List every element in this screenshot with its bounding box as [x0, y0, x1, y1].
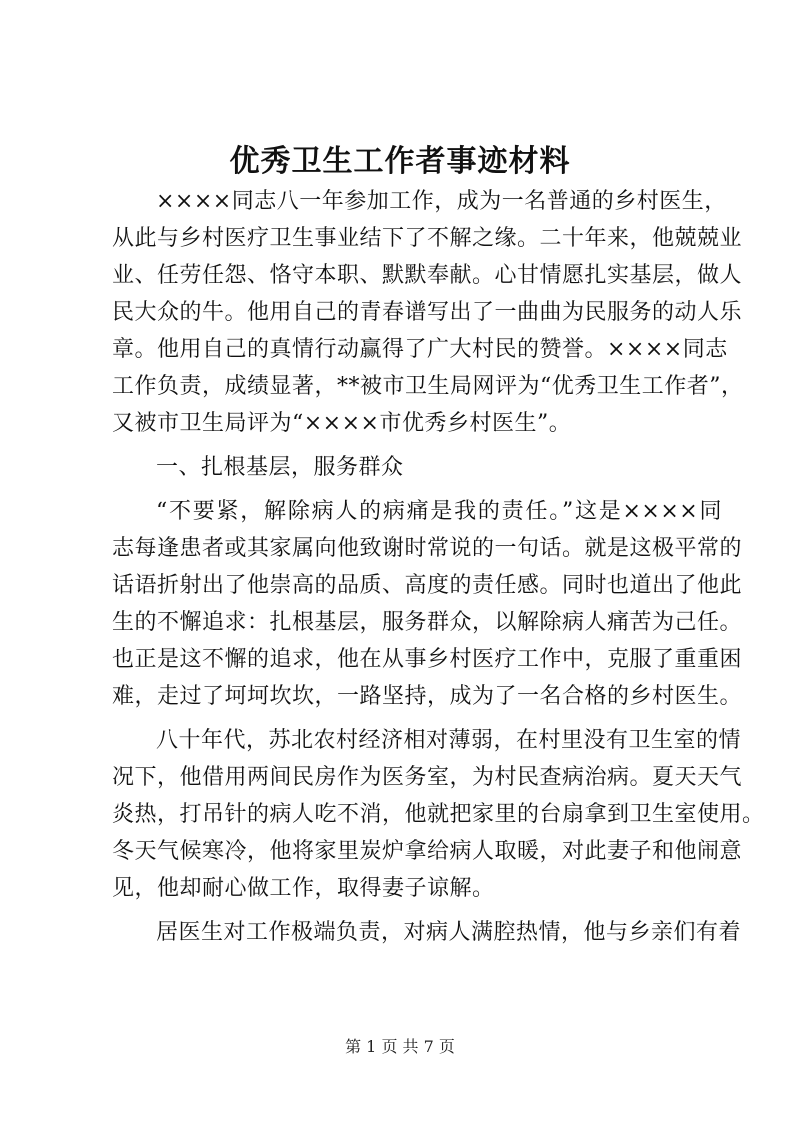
text-line: 八十年代，苏北农村经济相对薄弱，在村里没有卫生室的情 [156, 728, 742, 753]
text-line: 话语折射出了他崇高的品质、高度的责任感。同时也道出了他此 [112, 573, 743, 598]
paragraph-spacer [112, 907, 722, 914]
document-body [112, 183, 765, 951]
paragraph-intro [112, 183, 744, 442]
text-line: 章。他用自己的真情行动赢得了广大村民的赞誉。××××同志 [112, 337, 728, 362]
text-line: 居医生对工作极端负责，对病人满腔热情，他与乡亲们有着 [156, 920, 742, 945]
text-line: 业、任劳任怨、恪守本职、默默奉献。心甘情愿扎实基层，做人 [112, 263, 743, 288]
document-title: 优秀卫生工作者事迹材料 [229, 144, 571, 179]
paragraph-eighties [112, 722, 765, 907]
paragraph-spacer [112, 486, 722, 493]
text-line: 也正是这不懈的追求，他在从事乡村医疗工作中，克服了重重困 [112, 647, 743, 672]
paragraph-continuation [112, 914, 742, 951]
text-line: 生的不懈追求：扎根基层，服务群众，以解除病人痛苦为己任。 [112, 610, 743, 635]
section-heading [112, 449, 722, 486]
text-line: 见，他却耐心做工作，取得妻子谅解。 [112, 876, 495, 901]
text-line: 难，走过了坷坷坎坎，一路坚持，成为了一名合格的乡村医生。 [112, 684, 743, 709]
text-line: 冬天气候寒冷，他将家里炭炉拿给病人取暖，对此妻子和他闹意 [112, 839, 743, 864]
text-line: 又被市卫生局评为“××××市优秀乡村医生”。 [112, 411, 572, 436]
paragraph-quote [112, 493, 743, 715]
text-line: 民大众的牛。他用自己的青春谱写出了一曲曲为民服务的动人乐 [112, 300, 743, 325]
text-line: 况下，他借用两间民房作为医务室，为村民查病治病。夏天天气 [112, 765, 743, 790]
page-footer: 第 1 页 共 7 页 [345, 1037, 455, 1056]
text-line: 炎热，打吊针的病人吃不消，他就把家里的台扇拿到卫生室使用。 [112, 802, 765, 827]
paragraph-spacer [112, 715, 722, 722]
section-heading-text: 一、扎根基层，服务群众 [156, 455, 404, 480]
text-line: 志每逢患者或其家属向他致谢时常说的一句话。就是这极平常的 [112, 536, 743, 561]
text-line: “不要紧，解除病人的病痛是我的责任。”这是××××同 [156, 499, 722, 524]
paragraph-spacer [112, 442, 722, 449]
text-line: 从此与乡村医疗卫生事业结下了不解之缘。二十年来，他兢兢业 [112, 226, 743, 251]
text-line: ××××同志八一年参加工作，成为一名普通的乡村医生， [156, 189, 727, 214]
text-line: 工作负责，成绩显著，**被市卫生局网评为“优秀卫生工作者”， [112, 374, 744, 399]
